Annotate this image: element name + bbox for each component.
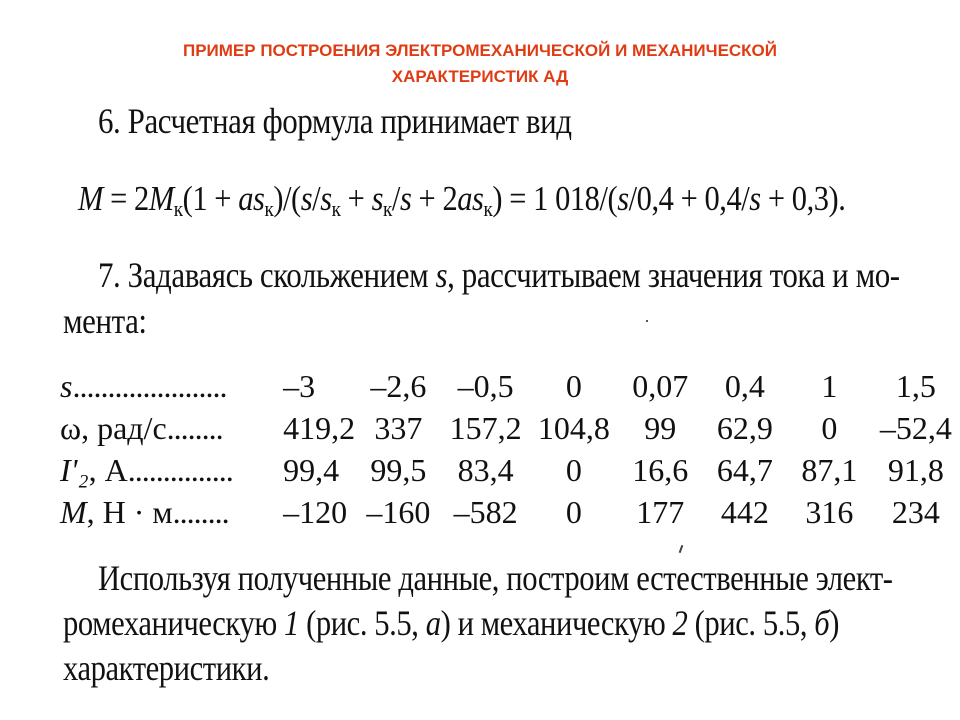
scan-speck xyxy=(646,320,648,322)
formula-as: as xyxy=(238,179,265,218)
table-cell: –3 xyxy=(283,368,316,404)
curve-number-2: 2 xyxy=(672,603,688,643)
row-label-leader: ........ xyxy=(166,410,223,446)
table-cell: 234 xyxy=(891,494,940,530)
row-label-var: I'₂ xyxy=(60,452,89,488)
conclusion-part: ) и механическую xyxy=(440,603,673,643)
row-label-leader: ............... xyxy=(127,452,233,488)
table-cell: 0,07 xyxy=(632,368,689,404)
table-cell: 87,1 xyxy=(801,452,858,488)
table-cell: 1 xyxy=(821,368,838,404)
table-row xyxy=(60,407,960,449)
formula-part: = 2 xyxy=(102,179,149,218)
row-label-unit: , А xyxy=(88,452,128,488)
table-cell: –0,5 xyxy=(457,368,514,404)
formula-sub: к xyxy=(383,196,392,221)
table-cell: 0 xyxy=(565,452,582,488)
table-cell: 99,4 xyxy=(283,452,340,488)
step-7-prefix: 7. Задаваясь скольжением xyxy=(98,255,436,295)
row-label-leader: ........ xyxy=(172,494,229,530)
table-cell: 442 xyxy=(720,494,769,530)
table-cell: 419,2 xyxy=(283,410,356,446)
table-cell: 104,8 xyxy=(537,410,610,446)
table-cell: 157,2 xyxy=(449,410,522,446)
step-7-line-2: мента: xyxy=(63,301,147,341)
figure-a-ref: а xyxy=(425,603,441,643)
table-cell: 177 xyxy=(636,494,685,530)
row-label-var: s xyxy=(60,368,73,404)
formula-sub: к xyxy=(173,196,183,221)
formula-part: / xyxy=(391,179,400,218)
formula-s: s xyxy=(320,179,332,218)
row-label xyxy=(60,407,283,449)
slide-title-line-1: ПРИМЕР ПОСТРОЕНИЯ ЭЛЕКТРОМЕХАНИЧЕСКОЙ И МЕХАНИЧЕСКОЙ xyxy=(182,41,777,60)
formula-part: + 2 xyxy=(411,179,458,218)
formula-sub: к xyxy=(483,196,493,221)
conclusion-part: (рис. 5.5, xyxy=(298,603,426,643)
table-cell: 99 xyxy=(644,410,677,446)
torque-formula xyxy=(78,179,846,221)
table-cell: –52,4 xyxy=(879,410,952,446)
table-cell: –2,6 xyxy=(370,368,427,404)
table-row xyxy=(60,491,960,533)
formula-part: + xyxy=(340,179,372,218)
table-row xyxy=(60,449,960,491)
table-cell: 316 xyxy=(805,494,854,530)
formula-part: (1 + xyxy=(182,179,239,218)
step-6-text: 6. Расчетная формула принимает вид xyxy=(98,101,572,141)
table-cell: 16,6 xyxy=(632,452,689,488)
conclusion-part: ) xyxy=(829,603,840,643)
formula-s: s xyxy=(300,179,313,218)
slide-title-line-2: ХАРАКТЕРИСТИК АД xyxy=(391,67,569,86)
table-cell: 62,9 xyxy=(716,410,773,446)
formula-part: )/( xyxy=(273,179,301,218)
formula-part: ) = 1 018/( xyxy=(492,179,618,218)
formula-part: / xyxy=(312,179,321,218)
table-cell: –120 xyxy=(283,494,348,530)
formula-part: + 0,3). xyxy=(760,179,846,218)
formula-s: s xyxy=(617,179,629,218)
formula-sub: к xyxy=(331,196,341,221)
table-cell: 91,8 xyxy=(887,452,944,488)
table-cell: 0,4 xyxy=(724,368,765,404)
formula-mk: M xyxy=(148,179,174,218)
row-label xyxy=(60,449,283,491)
conclusion-line-2 xyxy=(63,605,839,641)
conclusion-part: ромеханическую xyxy=(63,603,284,643)
formula-as: as xyxy=(457,179,484,218)
table-row xyxy=(60,365,960,407)
scan-speck xyxy=(679,545,684,553)
figure-b-ref: б xyxy=(814,603,830,643)
row-label-var: M xyxy=(60,494,87,530)
slide-title xyxy=(40,38,920,90)
conclusion-line-3: характеристики. xyxy=(63,648,270,688)
results-table xyxy=(60,365,960,533)
table-cell: 0 xyxy=(821,410,838,446)
curve-number-1: 1 xyxy=(283,603,299,643)
table-cell: –160 xyxy=(366,494,431,530)
row-label-unit: , Н · м xyxy=(86,494,173,530)
table-cell: 0 xyxy=(565,368,582,404)
table-cell: 337 xyxy=(374,410,423,446)
formula-s: s xyxy=(399,179,412,218)
row-label xyxy=(60,365,283,407)
step-7-line-1 xyxy=(98,257,900,293)
formula-sub: к xyxy=(264,196,274,221)
row-label-unit: ω, рад/с xyxy=(60,410,167,446)
step-7-suffix: , рассчитываем значения тока и мо- xyxy=(447,255,900,295)
table-cell: 83,4 xyxy=(457,452,514,488)
table-cell: –582 xyxy=(453,494,518,530)
formula-s: s xyxy=(749,179,761,218)
table-cell: 64,7 xyxy=(716,452,773,488)
conclusion-part: (рис. 5.5, xyxy=(687,603,815,643)
conclusion-line-1: Используя полученные данные, построим естественные элект- xyxy=(98,558,893,598)
table-cell: 99,5 xyxy=(370,452,427,488)
table-cell: 1,5 xyxy=(895,368,936,404)
row-label xyxy=(60,491,283,533)
formula-m: M xyxy=(78,179,103,218)
table-cell: 0 xyxy=(565,494,582,530)
formula-part: /0,4 + 0,4/ xyxy=(628,179,750,218)
row-label-leader: ...................... xyxy=(72,368,227,404)
formula-s: s xyxy=(371,179,384,218)
step-7-var: s xyxy=(435,255,448,295)
